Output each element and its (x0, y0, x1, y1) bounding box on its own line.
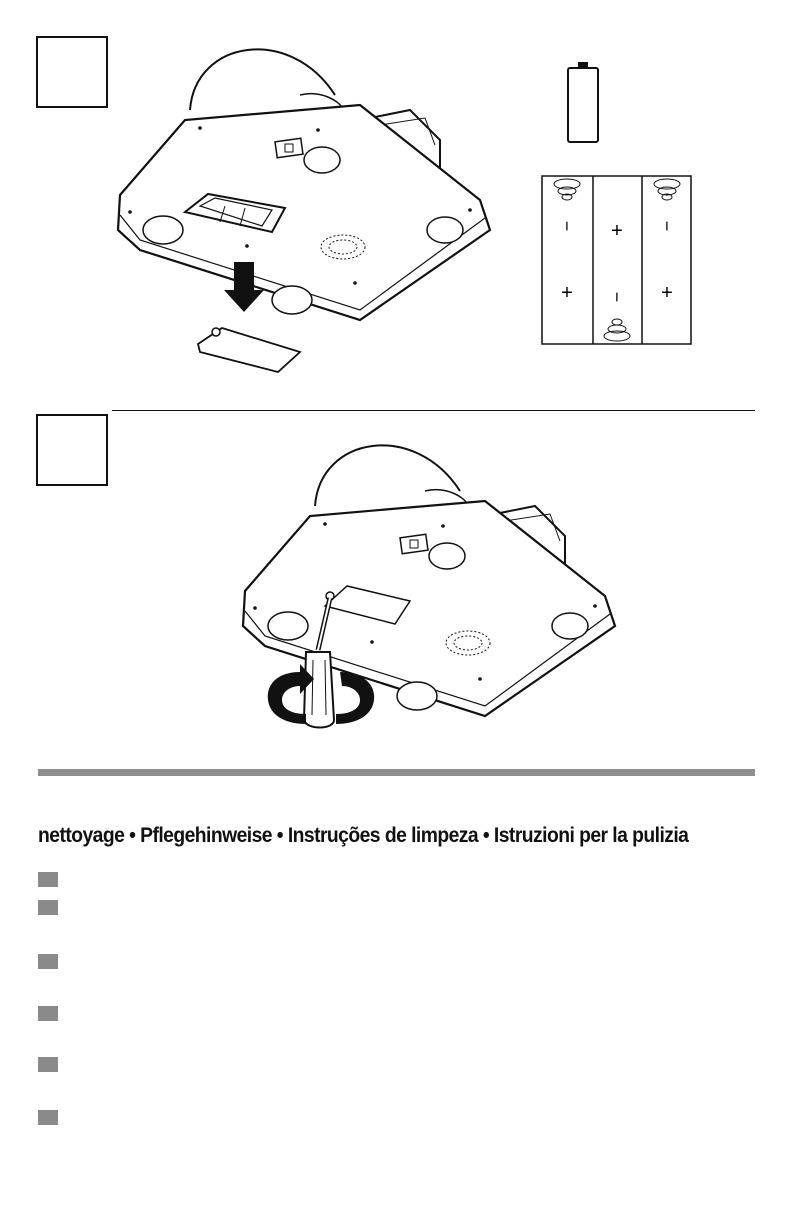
language-marker-2 (38, 900, 58, 915)
language-marker-3 (38, 954, 58, 969)
language-marker-4 (38, 1006, 58, 1021)
plus-middle: + (611, 220, 623, 242)
battery-polarity-diagram (542, 176, 691, 344)
plus-right: + (661, 282, 673, 304)
minus-left: − (557, 220, 577, 232)
battery-icon (568, 62, 598, 142)
language-marker-5 (38, 1057, 58, 1072)
language-marker-6 (38, 1110, 58, 1125)
plus-left: + (561, 282, 573, 304)
minus-middle: − (607, 291, 627, 303)
language-marker-1 (38, 872, 58, 887)
section-divider (38, 769, 755, 776)
cleaning-section-title: nettoyage • Pflegehinweise • Instruções de limpeza • Istruzioni per la pulizia (38, 824, 689, 847)
battery-cover (198, 328, 300, 372)
minus-right: − (657, 220, 677, 232)
device-bottom-view-1 (118, 49, 490, 320)
